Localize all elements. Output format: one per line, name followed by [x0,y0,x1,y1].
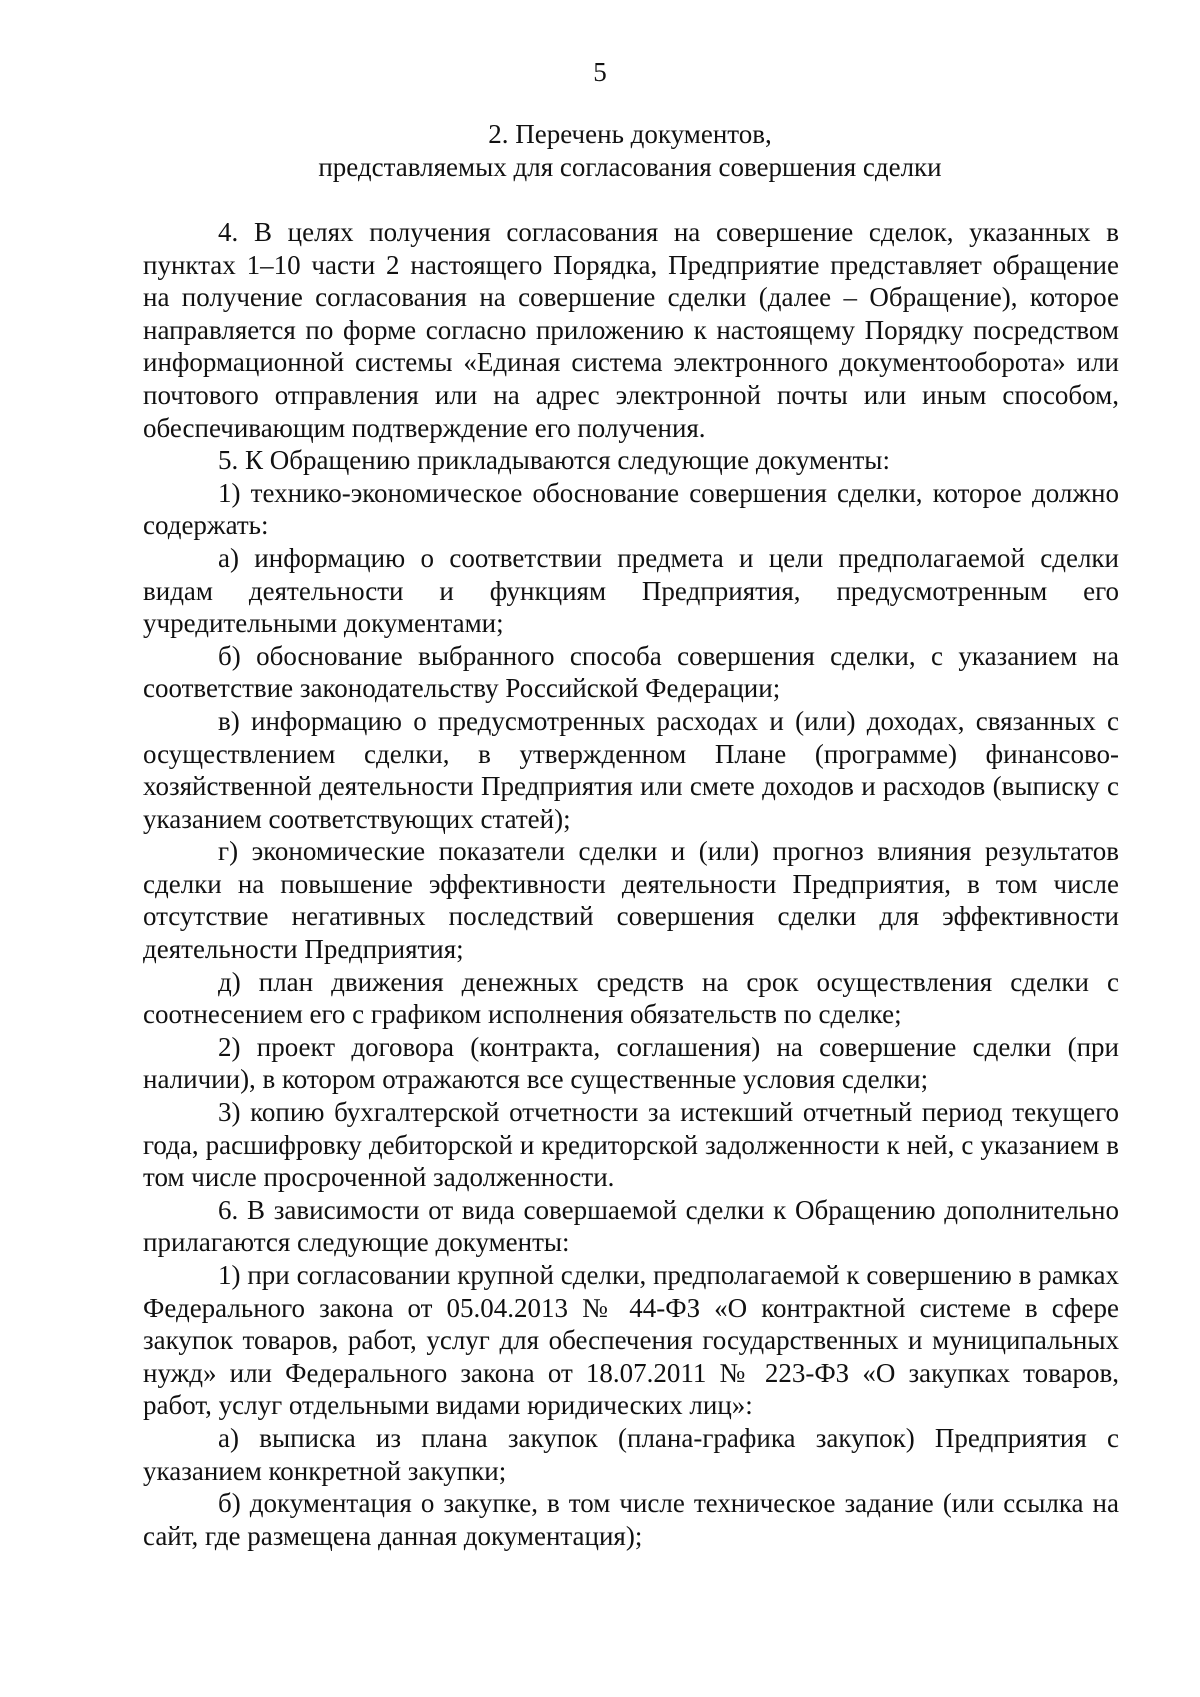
subitem-6-1-b: б) документация о закупке, в том числе техническое задание (или ссылка на сайт, где размещена данная документация); [143,1488,1119,1551]
document-body [143,216,1119,1552]
paragraph-item-5: 5. К Обращению прикладываются следующие документы: [218,445,890,476]
subitem-6-1: 1) при согласовании крупной сделки, предполагаемой к совершению в рамках Федерального закона от 05.04.2013 № 44-ФЗ «О контрактной системе в сфере закупок товаров, работ, услуг для обеспечения государственных и муниципальных нужд» или Федерального закона от 18.07.2011 № 223-ФЗ «О закупках товаров, работ, услуг отдельными видами юридических лиц»: [143,1260,1119,1421]
paragraph-item-4: 4. В целях получения согласования на совершение сделок, указанных в пунктах 1–10 части 2 настоящего Порядка, Предприятие представляет обращение на получение согласования на совершение сделки (далее – Обращение), которое направляется по форме согласно приложению к настоящему Порядку посредством информационной системы «Единая система электронного документооборота» или почтового отправления или на адрес электронной почты или иным способом, обеспечивающим подтверждение его получения. [143,217,1119,443]
subitem-5-3: 3) копию бухгалтерской отчетности за истекший отчетный период текущего года, расшифровку дебиторской и кредиторской задолженности к ней, с указанием в том числе просроченной задолженности. [143,1097,1119,1193]
section-title-line-2: представляемых для согласования совершения сделки [318,152,942,182]
section-title [140,118,1120,184]
section-title-line-1: 2. Перечень документов, [488,119,772,149]
subitem-5-1-v: в) информацию о предусмотренных расходах и (или) доходах, связанных с осуществлением сделки, в утвержденном Плане (программе) финансово-хозяйственной деятельности Предприятия или смете доходов и расходов (выписку с указанием соответствующих статей); [143,705,1119,834]
subitem-6-1-a: а) выписка из плана закупок (плана-графика закупок) Предприятия с указанием конкретной закупки; [143,1422,1119,1486]
page-number: 5 [593,57,607,87]
paragraph-item-6: 6. В зависимости от вида совершаемой сделки к Обращению дополнительно прилагаются следующие документы: [143,1194,1119,1258]
subitem-5-1-d: д) план движения денежных средств на срок осуществления сделки с соотнесением его с графиком исполнения обязательств по сделке; [143,966,1119,1030]
subitem-5-2: 2) проект договора (контракта, соглашения) на совершение сделки (при наличии), в котором отражаются все существенные условия сделки; [143,1031,1119,1095]
subitem-5-1-a: а) информацию о соответствии предмета и цели предполагаемой сделки видам деятельности и функциям Предприятия, предусмотренным его учредительными документами; [143,542,1119,639]
subitem-5-1-g: г) экономические показатели сделки и (или) прогноз влияния результатов сделки на повышение эффективности деятельности Предприятия, в том числе отсутствие негативных последствий совершения сделки для эффективности деятельности Предприятия; [143,836,1119,965]
subitem-5-1: 1) технико-экономическое обоснование совершения сделки, которое должно содержать: [143,477,1119,541]
subitem-5-1-b: б) обоснование выбранного способа совершения сделки, с указанием на соответствие законодательству Российской Федерации; [143,640,1119,704]
